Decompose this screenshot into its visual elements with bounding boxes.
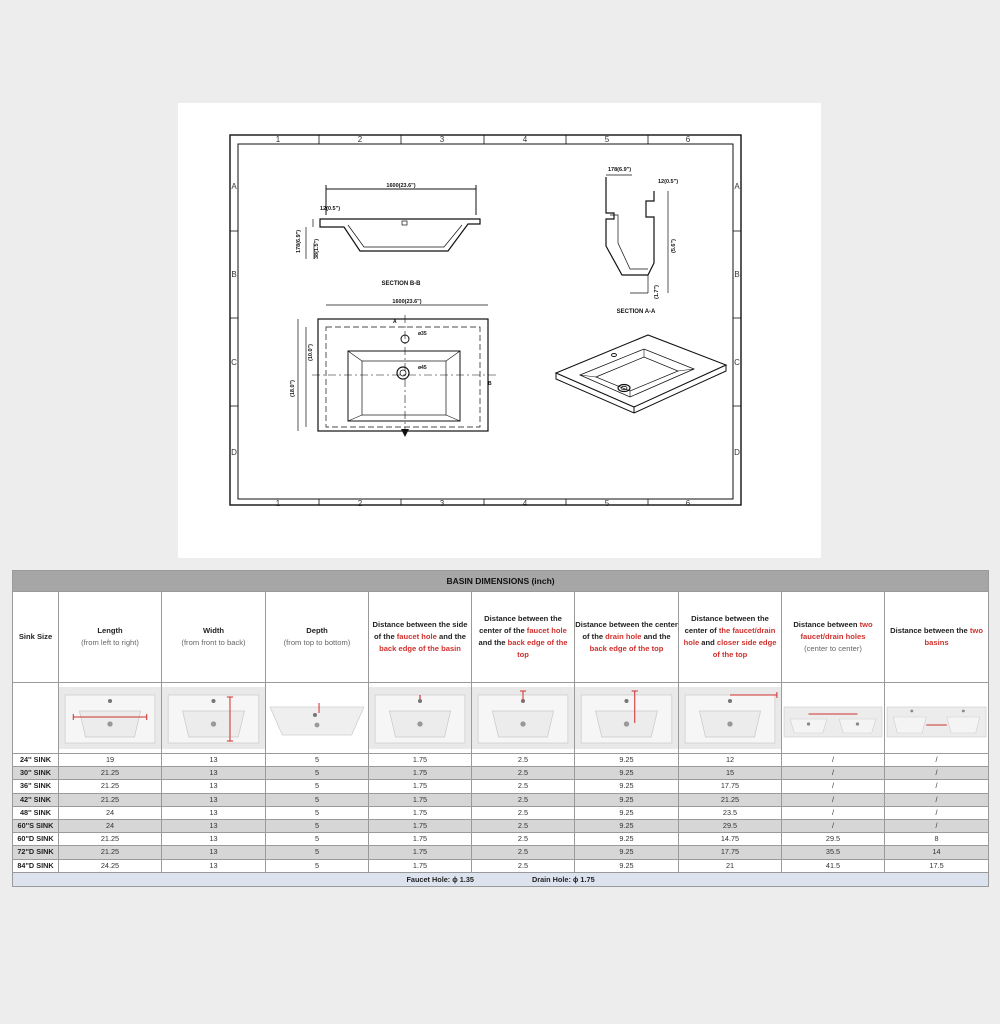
header-text: Distance between the center of the bbox=[575, 620, 678, 642]
dimension-cell: 2.5 bbox=[472, 806, 575, 819]
sink-illustration bbox=[162, 683, 266, 754]
dim-side-width: 178(6.9") bbox=[608, 167, 632, 173]
dimension-cell: / bbox=[885, 806, 989, 819]
col-number: 3 bbox=[439, 135, 445, 144]
header-subtext: (from top to bottom) bbox=[283, 638, 351, 647]
dimension-cell: 2.5 bbox=[472, 767, 575, 780]
dimension-cell: 2.5 bbox=[472, 846, 575, 859]
header-text: faucet hole bbox=[526, 626, 567, 636]
row-letter: A bbox=[231, 182, 237, 191]
faucet-hole-note: Faucet Hole: ϕ 1.35 bbox=[406, 874, 474, 884]
dimension-cell: / bbox=[782, 793, 885, 806]
col-number: 3 bbox=[439, 499, 445, 508]
dimension-cell: 1.75 bbox=[369, 846, 472, 859]
dim-side-rim: 12(0.5") bbox=[658, 179, 679, 185]
dimension-cell: / bbox=[885, 767, 989, 780]
table-row bbox=[13, 754, 989, 767]
row-letter: D bbox=[231, 448, 237, 457]
dimension-cell: 9.25 bbox=[575, 819, 679, 832]
dimension-cell: / bbox=[782, 819, 885, 832]
dimension-cell: 13 bbox=[162, 833, 266, 846]
dimension-cell: 29.5 bbox=[679, 819, 782, 832]
dim-depth-2: 38(1.5") bbox=[314, 238, 320, 259]
section-bb-label: SECTION B-B bbox=[381, 281, 421, 287]
table-row bbox=[13, 833, 989, 846]
sink-illustration bbox=[575, 683, 679, 754]
sink-size-cell: 60''D SINK bbox=[13, 833, 59, 846]
faucet-hole-label: ø35 bbox=[418, 331, 427, 337]
header-text: two basins bbox=[924, 626, 983, 647]
col-number: 1 bbox=[275, 499, 281, 508]
plan-view bbox=[298, 305, 496, 437]
dim-plan-inner: (10.0") bbox=[308, 344, 314, 361]
dimension-cell: 13 bbox=[162, 793, 266, 806]
col-number: 6 bbox=[685, 499, 691, 508]
section-aa-label: SECTION A-A bbox=[616, 309, 656, 315]
dim-plan-length: 1600(23.6") bbox=[392, 299, 422, 305]
header-subtext: (from left to right) bbox=[81, 638, 139, 647]
row-letter: C bbox=[231, 358, 237, 367]
dimension-cell: 13 bbox=[162, 767, 266, 780]
dimension-cell: / bbox=[885, 754, 989, 767]
faucet-to-top-back-header bbox=[472, 592, 575, 683]
col-number: 1 bbox=[275, 135, 281, 144]
dimension-cell: 15 bbox=[679, 767, 782, 780]
header-text: Distance between the side of the bbox=[372, 620, 468, 642]
col-number: 5 bbox=[604, 135, 610, 144]
sink-size-cell: 24'' SINK bbox=[13, 754, 59, 767]
dimension-cell: 21.25 bbox=[59, 833, 162, 846]
header-text: Depth bbox=[306, 626, 328, 636]
dimension-cell: 24.25 bbox=[59, 859, 162, 872]
frame-outer bbox=[230, 135, 741, 505]
sink-illustration bbox=[885, 683, 989, 754]
dimension-cell: / bbox=[885, 819, 989, 832]
col-number: 4 bbox=[522, 499, 528, 508]
sink-size-header bbox=[13, 592, 59, 683]
sink-illustration bbox=[59, 683, 162, 754]
plan-dims bbox=[290, 299, 492, 397]
illustration-empty bbox=[13, 683, 59, 754]
sink-illustration bbox=[472, 683, 575, 754]
dimension-cell: 21.25 bbox=[59, 793, 162, 806]
sink-size-cell: 84''D SINK bbox=[13, 859, 59, 872]
drain-hole-note: Drain Hole: ϕ 1.75 bbox=[531, 874, 595, 884]
sink-illustration bbox=[266, 683, 369, 754]
header-text: Distance between bbox=[793, 620, 860, 630]
header-text: Width bbox=[202, 626, 225, 636]
dimension-cell: 29.5 bbox=[782, 833, 885, 846]
dimension-cell: 13 bbox=[162, 754, 266, 767]
dimension-cell: 9.25 bbox=[575, 780, 679, 793]
dimension-cell: 1.75 bbox=[369, 767, 472, 780]
dimension-cell: 19 bbox=[59, 754, 162, 767]
header-text: and the bbox=[641, 632, 671, 642]
dimension-cell: 9.25 bbox=[575, 767, 679, 780]
header-subtext: (from front to back) bbox=[181, 638, 246, 647]
dimension-cell: 9.25 bbox=[575, 754, 679, 767]
dim-plan-width: (18.0") bbox=[290, 380, 296, 397]
row-letter: B bbox=[231, 270, 237, 279]
length-header bbox=[59, 592, 162, 683]
dimension-cell: 5 bbox=[266, 833, 369, 846]
isometric-view bbox=[556, 335, 726, 413]
dimension-cell: 23.5 bbox=[679, 806, 782, 819]
faucet-to-basin-back-header bbox=[369, 592, 472, 683]
section-bb-dims bbox=[296, 183, 421, 287]
dimension-cell: 5 bbox=[266, 806, 369, 819]
dimension-cell: 21.25 bbox=[59, 767, 162, 780]
dimension-cell: / bbox=[782, 806, 885, 819]
dimension-cell: 5 bbox=[266, 780, 369, 793]
dimension-cell: 13 bbox=[162, 806, 266, 819]
dimension-cell: 2.5 bbox=[472, 793, 575, 806]
dimension-cell: 1.75 bbox=[369, 806, 472, 819]
technical-drawing-sheet bbox=[178, 103, 821, 558]
header-text: Distance between the bbox=[890, 626, 970, 636]
dimension-cell: 1.75 bbox=[369, 754, 472, 767]
dimension-cell: 1.75 bbox=[369, 793, 472, 806]
col-number: 2 bbox=[357, 135, 363, 144]
dimension-cell: 17.75 bbox=[679, 846, 782, 859]
section-aa-view bbox=[606, 175, 668, 293]
row-letter: D bbox=[734, 448, 740, 457]
col-number: 2 bbox=[357, 499, 363, 508]
dimension-cell: 17.5 bbox=[885, 859, 989, 872]
header-text: Distance between the center of the bbox=[479, 614, 562, 636]
header-text: the faucet/drain hole bbox=[683, 626, 776, 647]
row-letter: B bbox=[734, 270, 740, 279]
dimension-cell: 21.25 bbox=[59, 780, 162, 793]
sink-illustration bbox=[369, 683, 472, 754]
dimension-cell: 2.5 bbox=[472, 819, 575, 832]
dimension-cell: 13 bbox=[162, 819, 266, 832]
sink-size-cell: 60''S SINK bbox=[13, 819, 59, 832]
dimension-cell: 12 bbox=[679, 754, 782, 767]
depth-header bbox=[266, 592, 369, 683]
dimension-cell: 1.75 bbox=[369, 833, 472, 846]
header-text: back edge of the top bbox=[589, 643, 664, 653]
header-text: two faucet/drain holes bbox=[800, 620, 873, 642]
dimension-cell: 14 bbox=[885, 846, 989, 859]
table-header-row bbox=[13, 592, 989, 683]
sink-size-cell: 48'' SINK bbox=[13, 806, 59, 819]
header-text: and the bbox=[478, 638, 508, 647]
row-letter: A bbox=[734, 182, 740, 191]
dimension-cell: 1.75 bbox=[369, 859, 472, 872]
sink-size-cell: 30'' SINK bbox=[13, 767, 59, 780]
dimension-cell: 41.5 bbox=[782, 859, 885, 872]
header-text: and bbox=[699, 638, 717, 647]
width-header bbox=[162, 592, 266, 683]
table-row bbox=[13, 846, 989, 859]
two-holes-distance-header bbox=[782, 592, 885, 683]
dimension-cell: 21.25 bbox=[59, 846, 162, 859]
dimension-cell: 5 bbox=[266, 793, 369, 806]
drain-to-top-back-header bbox=[575, 592, 679, 683]
sink-size-cell: 72''D SINK bbox=[13, 846, 59, 859]
header-text: and the bbox=[436, 632, 466, 642]
sink-size-cell: 36'' SINK bbox=[13, 780, 59, 793]
header-text: Distance between the center of bbox=[684, 614, 769, 636]
dimension-cell: 9.25 bbox=[575, 859, 679, 872]
dimension-cell: 14.75 bbox=[679, 833, 782, 846]
hole-to-side-edge-header bbox=[679, 592, 782, 683]
dimension-cell: 21.25 bbox=[679, 793, 782, 806]
col-number: 4 bbox=[522, 135, 528, 144]
table-row bbox=[13, 806, 989, 819]
dimension-cell: 1.75 bbox=[369, 819, 472, 832]
table-row bbox=[13, 793, 989, 806]
section-mark-b: B bbox=[488, 381, 492, 387]
frame-inner bbox=[238, 144, 733, 499]
dimension-cell: 9.25 bbox=[575, 846, 679, 859]
table-body bbox=[13, 754, 989, 873]
header-text: drain hole bbox=[605, 632, 642, 642]
table-row bbox=[13, 819, 989, 832]
dimension-cell: 13 bbox=[162, 846, 266, 859]
dimension-cell: 5 bbox=[266, 846, 369, 859]
illustration-row bbox=[13, 683, 989, 754]
header-text: faucet hole bbox=[396, 632, 437, 642]
dimension-cell: 8 bbox=[885, 833, 989, 846]
table-footer bbox=[13, 872, 989, 886]
section-bb-view bbox=[306, 185, 480, 259]
col-number: 5 bbox=[604, 499, 610, 508]
dimension-cell: / bbox=[885, 793, 989, 806]
dimension-cell: / bbox=[782, 754, 885, 767]
header-text: Sink Size bbox=[18, 632, 53, 642]
dimension-cell: 24 bbox=[59, 806, 162, 819]
table-title: BASIN DIMENSIONS (inch) bbox=[13, 571, 989, 592]
dimension-cell: / bbox=[782, 780, 885, 793]
dimension-cell: 1.75 bbox=[369, 780, 472, 793]
dimension-cell: 9.25 bbox=[575, 833, 679, 846]
grid-ticks bbox=[230, 135, 741, 505]
dimension-cell: 9.25 bbox=[575, 793, 679, 806]
dim-side-bottom: (1.7") bbox=[654, 285, 660, 299]
dimension-cell: 9.25 bbox=[575, 806, 679, 819]
dimension-cell: 17.75 bbox=[679, 780, 782, 793]
dimension-cell: 2.5 bbox=[472, 754, 575, 767]
dimension-cell: 2.5 bbox=[472, 780, 575, 793]
dimension-cell: 13 bbox=[162, 859, 266, 872]
table-row bbox=[13, 780, 989, 793]
sink-size-cell: 42'' SINK bbox=[13, 793, 59, 806]
table-row bbox=[13, 859, 989, 872]
technical-drawing bbox=[178, 103, 821, 558]
grid-labels bbox=[231, 135, 740, 508]
section-mark-a: A bbox=[393, 319, 397, 325]
dimension-cell: 5 bbox=[266, 754, 369, 767]
row-letter: C bbox=[734, 358, 740, 367]
dimension-cell: / bbox=[782, 767, 885, 780]
dimension-cell: 5 bbox=[266, 859, 369, 872]
dim-top-thickness: 12(0.5") bbox=[320, 206, 341, 212]
dimension-cell: 21 bbox=[679, 859, 782, 872]
two-basins-distance-header bbox=[885, 592, 989, 683]
sink-illustration bbox=[679, 683, 782, 754]
header-text: back edge of the basin bbox=[379, 643, 461, 653]
header-text: closer side edge of the top bbox=[712, 638, 777, 659]
drain-hole-label: ø45 bbox=[418, 365, 427, 371]
header-text: Length bbox=[97, 626, 123, 636]
dimension-cell: 2.5 bbox=[472, 833, 575, 846]
sink-illustration bbox=[782, 683, 885, 754]
dimension-cell: 24 bbox=[59, 819, 162, 832]
col-number: 6 bbox=[685, 135, 691, 144]
dim-depth-1: 178(6.9") bbox=[296, 229, 302, 253]
dim-overall-length: 1600(23.6") bbox=[386, 183, 416, 189]
dimension-cell: 2.5 bbox=[472, 859, 575, 872]
header-subtext: (center to center) bbox=[804, 643, 862, 653]
dimension-cell: 5 bbox=[266, 819, 369, 832]
basin-dimensions-table-container bbox=[12, 570, 988, 887]
table-row bbox=[13, 767, 989, 780]
dim-side-depth: (5.6") bbox=[671, 239, 677, 253]
dimension-cell: 13 bbox=[162, 780, 266, 793]
dimension-cell: / bbox=[885, 780, 989, 793]
dimension-cell: 5 bbox=[266, 767, 369, 780]
basin-dimensions-table bbox=[12, 570, 989, 887]
dimension-cell: 35.5 bbox=[782, 846, 885, 859]
header-text: back edge of the top bbox=[507, 638, 568, 659]
